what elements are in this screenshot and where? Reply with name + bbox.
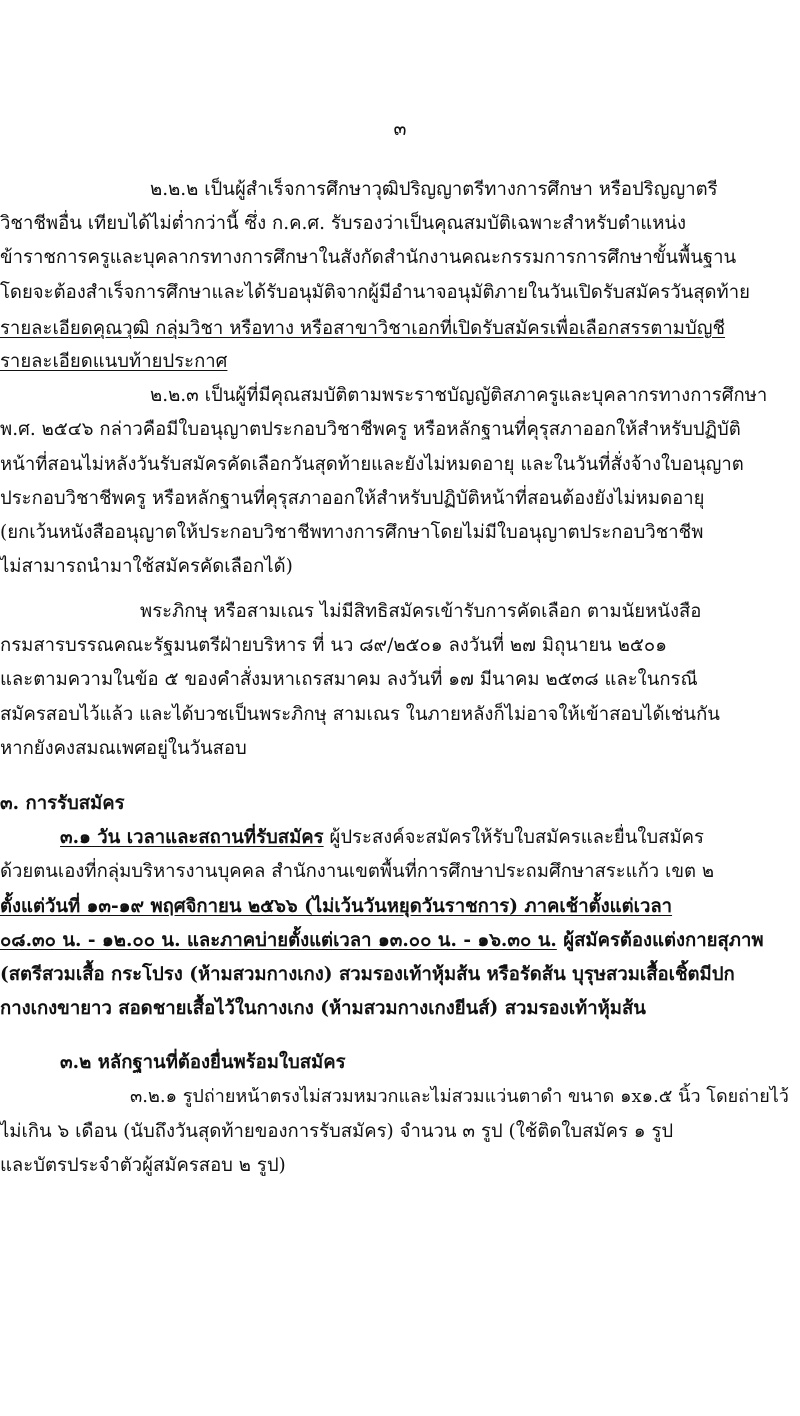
paragraph-line: ๓.๒.๑ รูปถ่ายหน้าตรงไม่สวมหมวกและไม่สวมแว่นตาดำ ขนาด ๑x๑.๕ นิ้ว โดยถ่ายไว้	[130, 1086, 789, 1107]
paragraph-line: ไม่สามารถนำมาใช้สมัครคัดเลือกได้)	[0, 556, 293, 577]
paragraph-line: ไม่เกิน ๖ เดือน (นับถึงวันสุดท้ายของการรับสมัคร) จำนวน ๓ รูป (ใช้ติดใบสมัคร ๑ รูป	[0, 1121, 674, 1142]
paragraph-line	[60, 826, 704, 850]
page-number: ๓	[393, 118, 407, 140]
paragraph-line-underlined: รายละเอียดแนบท้ายประกาศ	[0, 351, 228, 372]
subsection-heading: ๓.๒ หลักฐานที่ต้องยื่นพร้อมใบสมัคร	[60, 1052, 346, 1073]
paragraph-line: และบัตรประจำตัวผู้สมัครสอบ ๒ รูป)	[0, 1155, 286, 1176]
paragraph-line: สมัครสอบไว้แล้ว และได้บวชเป็นพระภิกษุ สามเณร ในภายหลังก็ไม่อาจให้เข้าสอบได้เช่นกัน	[0, 704, 720, 725]
paragraph-line: ข้าราชการครูและบุคลากรทางการศึกษาในสังกัดสำนักงานคณะกรรมการการศึกษาขั้นพื้นฐาน	[0, 247, 737, 268]
subsection-heading: ๓.๑ วัน เวลาและสถานที่รับสมัคร	[60, 827, 324, 848]
paragraph-line: ๒.๒.๓ เป็นผู้ที่มีคุณสมบัติตามพระราชบัญญัติสภาครูและบุคลากรทางการศึกษา	[150, 385, 768, 406]
paragraph-line: (สตรีสวมเสื้อ กระโปรง (ห้ามสวมกางเกง) สวมรองเท้าหุ้มส้น หรือรัดส้น บุรุษสวมเสื้อเชิ้ตมีปก	[0, 964, 735, 985]
paragraph-line: และตามความในข้อ ๕ ของคำสั่งมหาเถรสมาคม ลงวันที่ ๑๗ มีนาคม ๒๕๓๘ และในกรณี	[0, 669, 698, 690]
paragraph-line: โดยจะต้องสำเร็จการศึกษาและได้รับอนุมัติจากผู้มีอำนาจอนุมัติภายในวันเปิดรับสมัครวันสุดท้าย	[0, 282, 750, 303]
paragraph-line	[0, 929, 764, 953]
paragraph-line: กางเกงขายาว สอดชายเสื้อไว้ในกางเกง (ห้ามสวมกางเกงยีนส์) สวมรองเท้าหุ้มส้น	[0, 998, 646, 1019]
paragraph-line-emphasis: ตั้งแต่วันที่ ๑๓-๑๙ พฤศจิกายน ๒๕๖๖ (ไม่เว้นวันหยุดวันราชการ) ภาคเช้าตั้งแต่เวลา	[0, 896, 673, 917]
paragraph-line: ด้วยตนเองที่กลุ่มบริหารงานบุคคล สำนักงานเขตพื้นที่การศึกษาประถมศึกษาสระแก้ว เขต ๒	[0, 861, 715, 882]
paragraph-line: วิชาชีพอื่น เทียบได้ไม่ต่ำกว่านี้ ซึ่ง ก.ค.ศ. รับรองว่าเป็นคุณสมบัติเฉพาะสำหรับตำแหน่ง	[0, 213, 687, 234]
time-range-text: ๐๘.๓๐ น. - ๑๒.๐๐ น. และภาคบ่ายตั้งแต่เวลา ๑๓.๐๐ น. - ๑๖.๓๐ น.	[0, 930, 557, 951]
paragraph-line: หากยังคงสมณเพศอยู่ในวันสอบ	[0, 738, 247, 759]
paragraph-line: ประกอบวิชาชีพครู หรือหลักฐานที่คุรุสภาออกให้สำหรับปฏิบัติหน้าที่สอนต้องยังไม่หมดอายุ	[0, 488, 705, 509]
paragraph-text: ผู้สมัครต้องแต่งกายสุภาพ	[556, 930, 764, 951]
paragraph-text: ผู้ประสงค์จะสมัครให้รับใบสมัครและยื่นใบสมัคร	[323, 827, 704, 848]
paragraph-line-underlined: รายละเอียดคุณวุฒิ กลุ่มวิชา หรือทาง หรือสาขาวิชาเอกที่เปิดรับสมัครเพื่อเลือกสรรตามบัญชี	[0, 318, 726, 339]
paragraph-line: หน้าที่สอนไม่หลังวันรับสมัครคัดเลือกวันสุดท้ายและยังไม่หมดอายุ และในวันที่สั่งจ้างใบอนุญาต	[0, 454, 744, 475]
section-heading: ๓. การรับสมัคร	[0, 793, 125, 814]
paragraph-line: กรมสารบรรณคณะรัฐมนตรีฝ่ายบริหาร ที่ นว ๘๙/๒๕๐๑ ลงวันที่ ๒๗ มิถุนายน ๒๕๐๑	[0, 635, 667, 656]
paragraph-line: พระภิกษุ หรือสามเณร ไม่มีสิทธิสมัครเข้ารับการคัดเลือก ตามนัยหนังสือ	[140, 601, 702, 622]
paragraph-line: ๒.๒.๒ เป็นผู้สำเร็จการศึกษาวุฒิปริญญาตรีทางการศึกษา หรือปริญญาตรี	[150, 179, 718, 200]
paragraph-line: (ยกเว้นหนังสืออนุญาตให้ประกอบวิชาชีพทางการศึกษาโดยไม่มีใบอนุญาตประกอบวิชาชีพ	[0, 522, 704, 543]
paragraph-line: พ.ศ. ๒๕๔๖ กล่าวคือมีใบอนุญาตประกอบวิชาชีพครู หรือหลักฐานที่คุรุสภาออกให้สำหรับปฏิบัติ	[0, 419, 741, 440]
